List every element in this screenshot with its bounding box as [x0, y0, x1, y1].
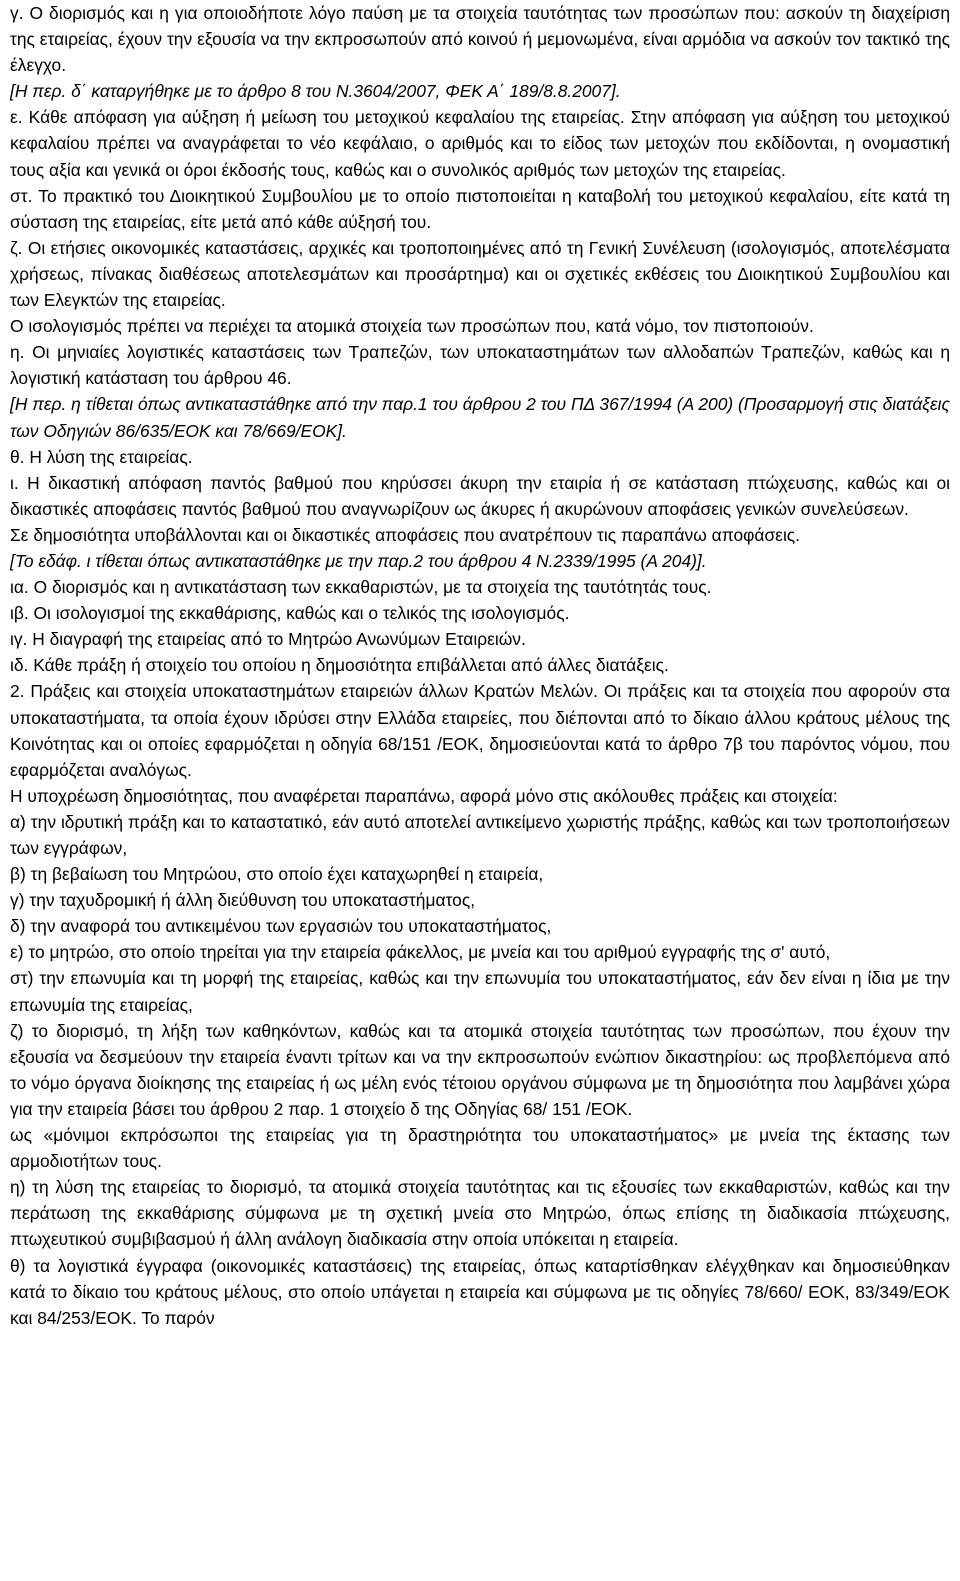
list-item-h: η) τη λύση της εταιρείας το διορισμό, τα ατομικά στοιχεία ταυτότητας και τις εξουσίες των εκκαθαριστών, καθώς και την περάτωση της εκκαθάρισης σύμφωνα με τη σχετική μνεία στο Μητρώο, όπως επίσης τη διαδικασία πτώχευσης, πτωχευτικού συμβιβασμού ή άλλη ανάλογη διαδικασία στην οποία υπόκειται η εταιρεία. — [10, 1177, 950, 1250]
paragraph-item-g: γ. Ο διορισμός και η για οποιοδήποτε λόγο παύση με τα στοιχεία ταυτότητας των προσώπων που: ασκούν τη διαχείριση της εταιρείας, έχουν την εξουσία να την εκπροσωπούν από κοινού ή μεμονωμένα, είναι αρμόδια να ασκούν τον τακτικό της έλεγχο. — [10, 3, 950, 76]
paragraph-item-z: ζ. Οι ετήσιες οικονομικές καταστάσεις, αρχικές και τροποποιημένες από τη Γενική Συνέλευση (ισολογισμός, αποτελέσματα χρήσεως, πίνακας διαθέσεως αποτελεσμάτων και προσάρτημα) και οι σχετικές εκθέσεις του Διοικητικού Συμβουλίου και των Ελεγκτών της εταιρείας. — [10, 237, 950, 311]
paragraph-publicity-decisions: Σε δημοσιότητα υποβάλλονται και οι δικαστικές αποφάσεις που ανατρέπουν τις παραπάνω αποφάσεις. — [10, 524, 801, 545]
paragraph-publicity-obligation: Η υποχρέωση δημοσιότητας, που αναφέρεται παραπάνω, αφορά μόνο στις ακόλουθες πράξεις και στοιχεία: — [10, 785, 838, 806]
paragraph-item-i: ι. Η δικαστική απόφαση παντός βαθμού που κηρύσσει άκυρη την εταιρία ή σε κατάσταση πτώχευσης, καθώς και οι δικαστικές αποφάσεις παντός βαθμού που αναγνωρίζουν ως άκυρες ή ακυρώνουν αποφάσεις γενικών συνελεύσεων. — [10, 472, 950, 519]
list-item-a: α) την ιδρυτική πράξη και το καταστατικό, εάν αυτό αποτελεί αντικείμενο χωριστής πράξης, καθώς και των τροποποιήσεων των εγγράφων, — [10, 811, 950, 858]
list-item-e: ε) το μητρώο, στο οποίο τηρείται για την εταιρεία φάκελλος, με μνεία και του αριθμού εγγραφής της σ' αυτό, — [10, 942, 831, 963]
paragraph-balance-sheet: Ο ισολογισμός πρέπει να περιέχει τα ατομικά στοιχεία των προσώπων που, κατά νόμο, τον πιστοποιούν. — [10, 316, 814, 337]
paragraph-item-ia: ια. Ο διορισμός και η αντικατάσταση των εκκαθαριστών, με τα στοιχεία της ταυτότητάς τους. — [10, 577, 712, 598]
paragraph-item-th: θ. Η λύση της εταιρείας. — [10, 446, 193, 467]
list-item-th: θ) τα λογιστικά έγγραφα (οικονομικές καταστάσεις) της εταιρείας, όπως καταρτίσθηκαν ελέγχθηκαν και δημοσιεύθηκαν κατά το δίκαιο του κράτους μέλους, στο οποίο υπάγεται η εταιρεία και σύμφωνα με τις οδηγίες 78/660/ ΕΟΚ, 83/349/ΕΟΚ και 84/253/ΕΟΚ. Το παρόν — [10, 1255, 950, 1328]
amendment-note-h: [Η περ. η τίθεται όπως αντικαταστάθηκε από την παρ.1 του άρθρου 2 του ΠΔ 367/1994 (Α 200) (Προσαρμογή στις διατάξεις των Οδηγιών 86/635/ΕΟΚ και 78/669/ΕΟΚ]. — [10, 394, 950, 441]
paragraph-item-id: ιδ. Κάθε πράξη ή στοιχείο του οποίου η δημοσιότητα επιβάλλεται από άλλες διατάξεις. — [10, 655, 669, 676]
list-item-d: δ) την αναφορά του αντικειμένου των εργασιών του υποκαταστήματος, — [10, 916, 552, 937]
list-item-c: γ) την ταχυδρομική ή άλλη διεύθυνση του υποκαταστήματος, — [10, 890, 476, 911]
paragraph-permanent-representatives: ως «μόνιμοι εκπρόσωποι της εταιρείας για τη δραστηριότητα του υποκαταστήματος» με μνεία της έκτασης των αρμοδιοτήτων τους. — [10, 1125, 950, 1172]
paragraph-item-ib: ιβ. Οι ισολογισμοί της εκκαθάρισης, καθώς και ο τελικός της ισολογισμός. — [10, 603, 570, 624]
paragraph-item-e: ε. Κάθε απόφαση για αύξηση ή μείωση του μετοχικού κεφαλαίου της εταιρείας. Στην απόφαση για αύξηση του μετοχικού κεφαλαίου πρέπει να αναγράφεται το νέο κεφάλαιο, ο αριθμός και το είδος των μετοχών που εκδίδονται, η ονομαστική τους αξία και γενικά οι όροι έκδοσής τους, καθώς και ο συνολικός αριθμός των μετοχών της εταιρείας. — [10, 107, 950, 180]
paragraph-item-h: η. Οι μηνιαίες λογιστικές καταστάσεις των Τραπεζών, των υποκαταστημάτων των αλλοδαπών Τραπεζών, καθώς και η λογιστική κατάσταση του άρθρου 46. — [10, 342, 950, 389]
amendment-note-d: [Η περ. δ΄ καταργήθηκε με το άρθρο 8 του Ν.3604/2007, ΦΕΚ Α΄ 189/8.8.2007]. — [10, 81, 621, 102]
list-item-z: ζ) το διορισμό, τη λήξη των καθηκόντων, καθώς και τα ατομικά στοιχεία ταυτότητας των προσώπων, που έχουν την εξουσία να δεσμεύουν την εταιρεία έναντι τρίτων και να την εκπροσωπούν ενώπιον δικαστηρίου: ως προβλεπόμενα από το νόμο όργανα διοίκησης της εταιρείας ή ως μέλη ενός τέτοιου οργάνου σύμφωνα με τη δημοσιότητα που λαμβάνει χώρα για την εταιρεία βάσει του άρθρου 2 παρ. 1 στοιχείο δ της Οδηγίας 68/ 151 /ΕΟΚ. — [10, 1020, 950, 1119]
list-item-b: β) τη βεβαίωση του Μητρώου, στο οποίο έχει καταχωρηθεί η εταιρεία, — [10, 864, 544, 885]
paragraph-section-2: 2. Πράξεις και στοιχεία υποκαταστημάτων εταιρειών άλλων Κρατών Μελών. Οι πράξεις και τα στοιχεία που αφορούν στα υποκαταστήματα, τα οποία έχουν ιδρύσει στην Ελλάδα εταιρείες, που διέπονται από το δίκαιο άλλου κράτους μέλους της Κοινότητας και οι οποίες εφαρμόζεται η οδηγία 68/151 /ΕΟΚ, δημοσιεύονται κατά το άρθρο 7β του παρόντος νόμου, που εφαρμόζεται αναλόγως. — [10, 681, 950, 780]
paragraph-item-ig: ιγ. Η διαγραφή της εταιρείας από το Μητρώο Ανωνύμων Εταιρειών. — [10, 629, 526, 650]
paragraph-item-st: στ. Το πρακτικό του Διοικητικού Συμβουλίου με το οποίο πιστοποιείται η καταβολή του μετοχικού κεφαλαίου, είτε κατά τη σύσταση της εταιρείας, είτε μετά από κάθε αύξησή του. — [10, 185, 950, 232]
list-item-st: στ) την επωνυμία και τη μορφή της εταιρείας, καθώς και την επωνυμία του υποκαταστήματος, εάν δεν είναι η ίδια με την επωνυμία της εταιρείας, — [10, 968, 950, 1015]
amendment-note-i: [Το εδάφ. ι τίθεται όπως αντικαταστάθηκε με την παρ.2 του άρθρου 4 Ν.2339/1995 (Α 204)]. — [10, 550, 707, 571]
